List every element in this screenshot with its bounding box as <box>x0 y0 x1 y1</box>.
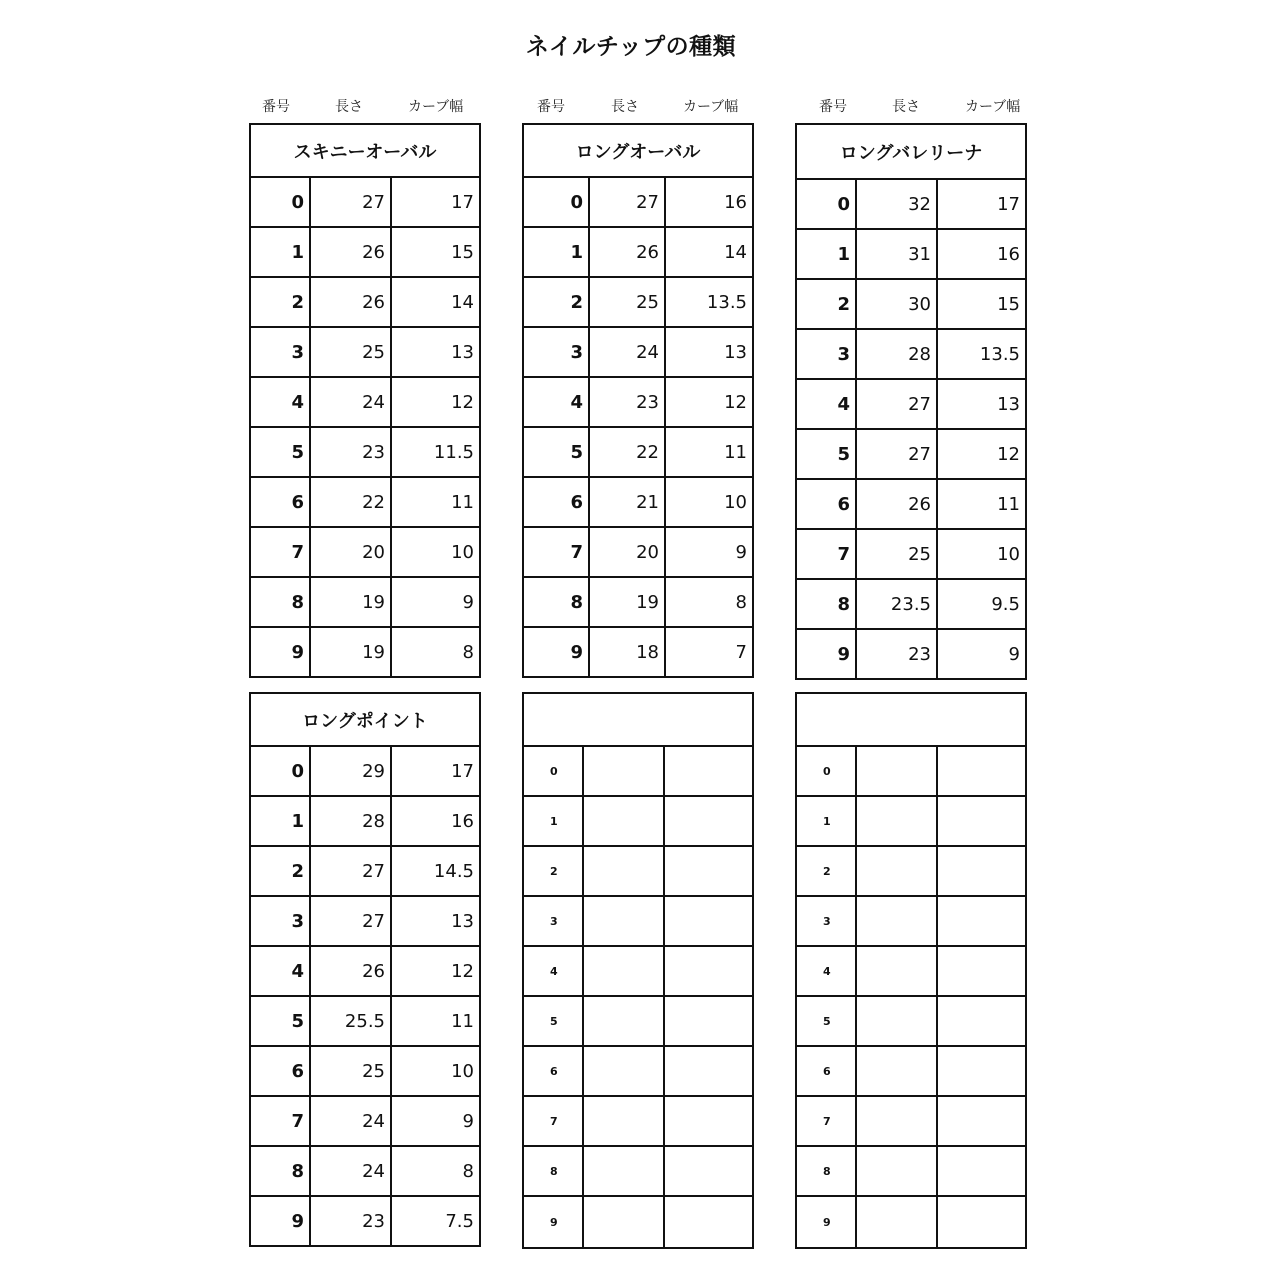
size-number: 8 <box>797 580 857 628</box>
table-row <box>797 630 1025 678</box>
size-number: 2 <box>251 278 311 326</box>
size-number: 3 <box>251 328 311 376</box>
curve-width-value: 14.5 <box>433 860 474 882</box>
column-header-length: 長さ <box>611 99 639 115</box>
size-number: 9 <box>797 1197 857 1247</box>
length-value: 22 <box>590 428 666 476</box>
column-header-number: 番号 <box>262 99 290 115</box>
length-value <box>857 847 938 895</box>
table-row <box>524 1147 752 1197</box>
length-value <box>584 1197 665 1247</box>
curve-width-value <box>938 1147 1025 1195</box>
table-row <box>251 1047 479 1097</box>
curve-width-value: 11.5 <box>433 441 474 463</box>
table-title <box>797 694 1025 747</box>
size-number: 8 <box>251 1147 311 1195</box>
curve-width-value: 15 <box>997 293 1020 315</box>
size-number: 4 <box>251 947 311 995</box>
size-number: 6 <box>524 478 590 526</box>
size-number: 6 <box>251 478 311 526</box>
column-header-number: 番号 <box>819 99 847 115</box>
table-row <box>524 228 752 278</box>
length-value: 27 <box>311 178 392 226</box>
curve-width-value: 7 <box>735 641 747 663</box>
size-number: 1 <box>797 230 857 278</box>
size-number: 8 <box>797 1147 857 1195</box>
length-value: 26 <box>590 228 666 276</box>
curve-width-value <box>665 747 752 795</box>
size-number: 3 <box>251 897 311 945</box>
column-headers <box>250 96 482 114</box>
size-number: 3 <box>797 330 857 378</box>
size-number: 2 <box>524 278 590 326</box>
table-row <box>524 478 752 528</box>
curve-width-value <box>938 1097 1025 1145</box>
table-row <box>251 1197 479 1245</box>
table-row <box>524 897 752 947</box>
size-number: 0 <box>251 178 311 226</box>
curve-width-value: 17 <box>451 191 474 213</box>
size-number: 4 <box>797 380 857 428</box>
size-number: 1 <box>524 797 584 845</box>
curve-width-value: 14 <box>724 241 747 263</box>
table-row <box>524 328 752 378</box>
size-number: 7 <box>251 528 311 576</box>
curve-width-value <box>665 1197 752 1247</box>
size-number: 8 <box>524 578 590 626</box>
curve-width-value: 9 <box>462 1110 474 1132</box>
size-number: 9 <box>524 628 590 676</box>
curve-width-value <box>665 1097 752 1145</box>
size-number: 5 <box>524 997 584 1045</box>
table-title <box>524 694 752 747</box>
table-row <box>797 897 1025 947</box>
curve-width-value: 13 <box>451 910 474 932</box>
blank-tip-table <box>522 692 754 1249</box>
table-row <box>524 578 752 628</box>
curve-width-value: 13.5 <box>706 291 747 313</box>
curve-width-value: 12 <box>451 391 474 413</box>
size-number: 3 <box>524 328 590 376</box>
table-row <box>797 997 1025 1047</box>
size-number: 7 <box>524 528 590 576</box>
table-row <box>797 330 1025 380</box>
length-value: 23.5 <box>857 580 938 628</box>
size-number: 6 <box>524 1047 584 1095</box>
curve-width-value: 9 <box>1008 643 1020 665</box>
size-number: 4 <box>251 378 311 426</box>
tip-table <box>249 692 481 1247</box>
size-number: 5 <box>524 428 590 476</box>
size-number: 9 <box>524 1197 584 1247</box>
column-header-curve-width: カーブ幅 <box>683 99 739 115</box>
size-number: 0 <box>524 178 590 226</box>
curve-width-value: 10 <box>997 543 1020 565</box>
length-value: 23 <box>311 428 392 476</box>
size-number: 2 <box>251 847 311 895</box>
length-value <box>584 797 665 845</box>
length-value: 25 <box>590 278 666 326</box>
table-row <box>797 230 1025 280</box>
length-value: 23 <box>311 1197 392 1245</box>
table-row <box>251 797 479 847</box>
curve-width-value: 16 <box>724 191 747 213</box>
curve-width-value: 10 <box>451 1060 474 1082</box>
size-number: 5 <box>251 997 311 1045</box>
curve-width-value <box>938 1047 1025 1095</box>
length-value: 28 <box>857 330 938 378</box>
table-row <box>251 478 479 528</box>
table-row <box>524 947 752 997</box>
length-value: 32 <box>857 180 938 228</box>
curve-width-value: 16 <box>451 810 474 832</box>
size-number: 2 <box>797 280 857 328</box>
length-value: 24 <box>311 378 392 426</box>
curve-width-value: 16 <box>997 243 1020 265</box>
table-row <box>251 947 479 997</box>
curve-width-value: 14 <box>451 291 474 313</box>
column-headers <box>796 96 1028 114</box>
curve-width-value <box>938 847 1025 895</box>
length-value <box>584 1097 665 1145</box>
curve-width-value <box>938 747 1025 795</box>
length-value: 19 <box>590 578 666 626</box>
table-row <box>797 1197 1025 1247</box>
size-number: 5 <box>251 428 311 476</box>
length-value: 26 <box>857 480 938 528</box>
curve-width-value <box>665 947 752 995</box>
length-value <box>857 997 938 1045</box>
column-header-curve-width: カーブ幅 <box>965 99 1021 115</box>
table-row <box>797 430 1025 480</box>
curve-width-value: 17 <box>997 193 1020 215</box>
table-row <box>797 1097 1025 1147</box>
size-number: 6 <box>797 1047 857 1095</box>
table-row <box>797 1147 1025 1197</box>
table-title: ロングポイント <box>251 694 479 747</box>
length-value: 25 <box>857 530 938 578</box>
table-title: ロングバレリーナ <box>797 125 1025 180</box>
curve-width-value: 13 <box>451 341 474 363</box>
table-row <box>251 178 479 228</box>
length-value <box>857 1047 938 1095</box>
curve-width-value: 11 <box>451 1010 474 1032</box>
size-number: 3 <box>524 897 584 945</box>
length-value <box>584 847 665 895</box>
length-value: 30 <box>857 280 938 328</box>
length-value: 24 <box>590 328 666 376</box>
curve-width-value: 8 <box>735 591 747 613</box>
table-row <box>251 628 479 676</box>
table-row <box>251 897 479 947</box>
curve-width-value: 12 <box>724 391 747 413</box>
size-number: 2 <box>797 847 857 895</box>
length-value <box>857 1147 938 1195</box>
column-headers <box>523 96 755 114</box>
tip-table <box>249 123 481 678</box>
curve-width-value: 8 <box>462 641 474 663</box>
curve-width-value <box>938 947 1025 995</box>
curve-width-value: 9 <box>735 541 747 563</box>
length-value: 28 <box>311 797 392 845</box>
length-value: 20 <box>590 528 666 576</box>
size-number: 1 <box>797 797 857 845</box>
length-value <box>584 1047 665 1095</box>
length-value: 19 <box>311 578 392 626</box>
length-value: 19 <box>311 628 392 676</box>
size-number: 6 <box>251 1047 311 1095</box>
table-row <box>524 1097 752 1147</box>
table-row <box>797 180 1025 230</box>
length-value: 18 <box>590 628 666 676</box>
table-row <box>797 530 1025 580</box>
length-value: 26 <box>311 278 392 326</box>
table-row <box>524 1047 752 1097</box>
size-number: 8 <box>524 1147 584 1195</box>
size-number: 6 <box>797 480 857 528</box>
table-row <box>524 178 752 228</box>
column-header-length: 長さ <box>335 99 363 115</box>
size-number: 7 <box>797 530 857 578</box>
table-row <box>251 228 479 278</box>
size-number: 0 <box>251 747 311 795</box>
length-value <box>584 747 665 795</box>
blank-tip-table <box>795 692 1027 1249</box>
length-value: 27 <box>857 380 938 428</box>
curve-width-value: 12 <box>997 443 1020 465</box>
table-title: スキニーオーバル <box>251 125 479 178</box>
length-value: 29 <box>311 747 392 795</box>
table-row <box>797 480 1025 530</box>
table-row <box>524 628 752 676</box>
length-value: 24 <box>311 1147 392 1195</box>
size-number: 7 <box>251 1097 311 1145</box>
size-number: 9 <box>251 1197 311 1245</box>
tip-table <box>795 123 1027 680</box>
length-value <box>584 897 665 945</box>
length-value <box>857 897 938 945</box>
table-row <box>797 797 1025 847</box>
size-number: 5 <box>797 997 857 1045</box>
size-number: 1 <box>251 228 311 276</box>
page-title: ネイルチップの種類 <box>525 34 737 60</box>
length-value: 26 <box>311 947 392 995</box>
length-value <box>857 1097 938 1145</box>
table-row <box>524 428 752 478</box>
curve-width-value <box>665 1147 752 1195</box>
size-number: 0 <box>524 747 584 795</box>
size-number: 4 <box>524 378 590 426</box>
length-value: 20 <box>311 528 392 576</box>
table-row <box>251 997 479 1047</box>
table-row <box>524 378 752 428</box>
curve-width-value: 7.5 <box>445 1210 474 1232</box>
size-number: 9 <box>797 630 857 678</box>
table-row <box>797 380 1025 430</box>
table-row <box>251 328 479 378</box>
curve-width-value <box>665 797 752 845</box>
curve-width-value: 17 <box>451 760 474 782</box>
curve-width-value: 11 <box>724 441 747 463</box>
curve-width-value: 9.5 <box>991 593 1020 615</box>
curve-width-value <box>938 997 1025 1045</box>
length-value: 27 <box>311 897 392 945</box>
curve-width-value: 11 <box>451 491 474 513</box>
table-row <box>251 528 479 578</box>
length-value: 22 <box>311 478 392 526</box>
table-title: ロングオーバル <box>524 125 752 178</box>
curve-width-value: 8 <box>462 1160 474 1182</box>
length-value <box>584 1147 665 1195</box>
curve-width-value: 10 <box>724 491 747 513</box>
length-value: 27 <box>590 178 666 226</box>
length-value <box>584 947 665 995</box>
curve-width-value: 9 <box>462 591 474 613</box>
length-value: 24 <box>311 1097 392 1145</box>
table-row <box>797 947 1025 997</box>
size-number: 5 <box>797 430 857 478</box>
length-value: 25 <box>311 1047 392 1095</box>
length-value <box>857 947 938 995</box>
table-row <box>251 1147 479 1197</box>
table-row <box>524 278 752 328</box>
length-value <box>857 1197 938 1247</box>
size-number: 8 <box>251 578 311 626</box>
column-header-number: 番号 <box>537 99 565 115</box>
table-row <box>797 1047 1025 1097</box>
length-value: 25 <box>311 328 392 376</box>
length-value: 26 <box>311 228 392 276</box>
size-number: 3 <box>797 897 857 945</box>
size-number: 1 <box>524 228 590 276</box>
table-row <box>251 578 479 628</box>
length-value: 31 <box>857 230 938 278</box>
table-row <box>524 847 752 897</box>
table-row <box>524 1197 752 1247</box>
length-value: 23 <box>857 630 938 678</box>
table-row <box>251 847 479 897</box>
table-row <box>797 847 1025 897</box>
curve-width-value: 13.5 <box>979 343 1020 365</box>
length-value <box>584 997 665 1045</box>
size-number: 1 <box>251 797 311 845</box>
table-row <box>251 747 479 797</box>
curve-width-value: 12 <box>451 960 474 982</box>
table-row <box>524 797 752 847</box>
curve-width-value <box>665 847 752 895</box>
column-header-length: 長さ <box>892 99 920 115</box>
column-header-curve-width: カーブ幅 <box>408 99 464 115</box>
size-number: 2 <box>524 847 584 895</box>
length-value: 21 <box>590 478 666 526</box>
table-row <box>251 428 479 478</box>
size-number: 0 <box>797 180 857 228</box>
table-row <box>251 378 479 428</box>
curve-width-value <box>665 997 752 1045</box>
size-number: 7 <box>524 1097 584 1145</box>
curve-width-value: 11 <box>997 493 1020 515</box>
curve-width-value: 13 <box>997 393 1020 415</box>
curve-width-value <box>665 897 752 945</box>
size-number: 7 <box>797 1097 857 1145</box>
table-row <box>251 1097 479 1147</box>
size-number: 9 <box>251 628 311 676</box>
table-row <box>524 747 752 797</box>
curve-width-value <box>938 1197 1025 1247</box>
table-row <box>797 580 1025 630</box>
length-value: 27 <box>857 430 938 478</box>
curve-width-value <box>938 897 1025 945</box>
size-number: 0 <box>797 747 857 795</box>
table-row <box>251 278 479 328</box>
table-row <box>524 997 752 1047</box>
length-value: 25.5 <box>311 997 392 1045</box>
length-value: 27 <box>311 847 392 895</box>
curve-width-value <box>938 797 1025 845</box>
size-number: 4 <box>524 947 584 995</box>
curve-width-value: 13 <box>724 341 747 363</box>
size-number: 4 <box>797 947 857 995</box>
length-value <box>857 747 938 795</box>
table-row <box>797 280 1025 330</box>
length-value: 23 <box>590 378 666 426</box>
curve-width-value: 10 <box>451 541 474 563</box>
tip-table <box>522 123 754 678</box>
length-value <box>857 797 938 845</box>
curve-width-value <box>665 1047 752 1095</box>
table-row <box>524 528 752 578</box>
curve-width-value: 15 <box>451 241 474 263</box>
table-row <box>797 747 1025 797</box>
